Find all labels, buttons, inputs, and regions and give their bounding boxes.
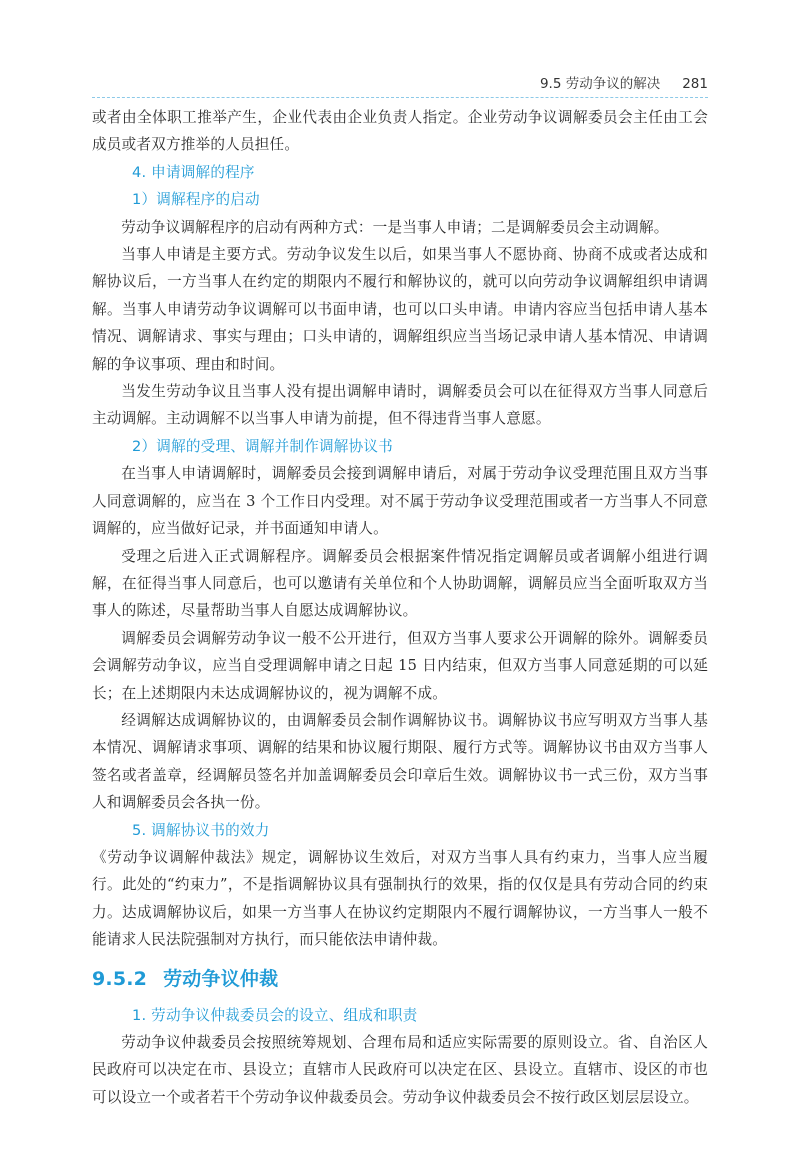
running-header [92, 72, 708, 92]
header-section-label: 9.5 劳动争议的解决 [539, 76, 661, 92]
paragraph: 在当事人申请调解时，调解委员会接到调解申请后，对属于劳动争议受理范围且双方当事人同意调解的，应当在 3 个工作日内受理。对不属于劳动争议受理范围或者一方当事人不同意调解的，应当做好记录，并书面通知申请人。 [92, 465, 708, 538]
paragraph: 《劳动争议调解仲裁法》规定，调解协议生效后，对双方当事人具有约束力，当事人应当履行。此处的“约束力”，不是指调解协议具有强制执行的效果，指的仅仅是具有劳动合同的约束力。达成调解协议后，如果一方当事人在协议约定期限内不履行调解协议，一方当事人一般不能请求人民法院强制对方执行，而只能依法申请仲裁。 [92, 848, 708, 949]
paragraph: 当发生劳动争议且当事人没有提出调解申请时，调解委员会可以在征得双方当事人同意后主动调解。主动调解不以当事人申请为前提，但不得违背当事人意愿。 [92, 383, 708, 428]
paragraph: 当事人申请是主要方式。劳动争议发生以后，如果当事人不愿协商、协商不成或者达成和解协议后，一方当事人在约定的期限内不履行和解协议的，就可以向劳动争议调解组织申请调解。当事人申请劳动争议调解可以书面申请，也可以口头申请。申请内容应当包括申请人基本情况、调解请求、事实与理由；口头申请的，调解组织应当当场记录申请人基本情况、申请调解的争议事项、理由和时间。 [92, 246, 708, 373]
section-heading [92, 956, 708, 1002]
paragraph: 劳动争议仲裁委员会按照统筹规划、合理布局和适应实际需要的原则设立。省、自治区人民政府可以决定在市、县设立；直辖市人民政府可以决定在区、县设立。直辖市、设区的市也可以设立一个或者若干个劳动争议仲裁委员会。劳动争议仲裁委员会不按行政区划层层设立。 [92, 1034, 708, 1106]
paragraph: 调解委员会调解劳动争议一般不公开进行，但双方当事人要求公开调解的除外。调解委员会调解劳动争议，应当自受理调解申请之日起 15 日内结束，但双方当事人同意延期的可以延长；在上述期限内未达成调解协议的，视为调解不成。 [92, 629, 708, 702]
page-number: 281 [682, 76, 708, 92]
heading-arbitration-committee: 1. 劳动争议仲裁委员会的设立、组成和职责 [132, 1006, 418, 1024]
header-divider [92, 97, 708, 98]
paragraph: 或者由全体职工推举产生，企业代表由企业负责人指定。企业劳动争议调解委员会主任由工会成员或者双方推举的人员担任。 [92, 109, 708, 154]
heading-agreement-effect: 5. 调解协议书的效力 [132, 821, 270, 839]
page-body [92, 104, 708, 1111]
section-title: 劳动争议仲裁 [163, 967, 279, 990]
paragraph: 劳动争议调解程序的启动有两种方式：一是当事人申请；二是调解委员会主动调解。 [121, 218, 669, 236]
section-number: 9.5.2 [92, 967, 148, 990]
paragraph: 受理之后进入正式调解程序。调解委员会根据案件情况指定调解员或者调解小组进行调解，在征得当事人同意后，也可以邀请有关单位和个人协助调解，调解员应当全面听取双方当事人的陈述，尽量帮助当事人自愿达成调解协议。 [92, 547, 708, 620]
subheading-acceptance-and-agreement: 2）调解的受理、调解并制作调解协议书 [132, 437, 393, 455]
paragraph: 经调解达成调解协议的，由调解委员会制作调解协议书。调解协议书应写明双方当事人基本情况、调解请求事项、调解的结果和协议履行期限、履行方式等。调解协议书由双方当事人签名或者盖章，经调解员签名并加盖调解委员会印章后生效。调解协议书一式三份，双方当事人和调解委员会各执一份。 [92, 711, 708, 812]
heading-apply-mediation-procedure: 4. 申请调解的程序 [132, 163, 255, 181]
subheading-start-of-mediation: 1）调解程序的启动 [132, 191, 260, 209]
